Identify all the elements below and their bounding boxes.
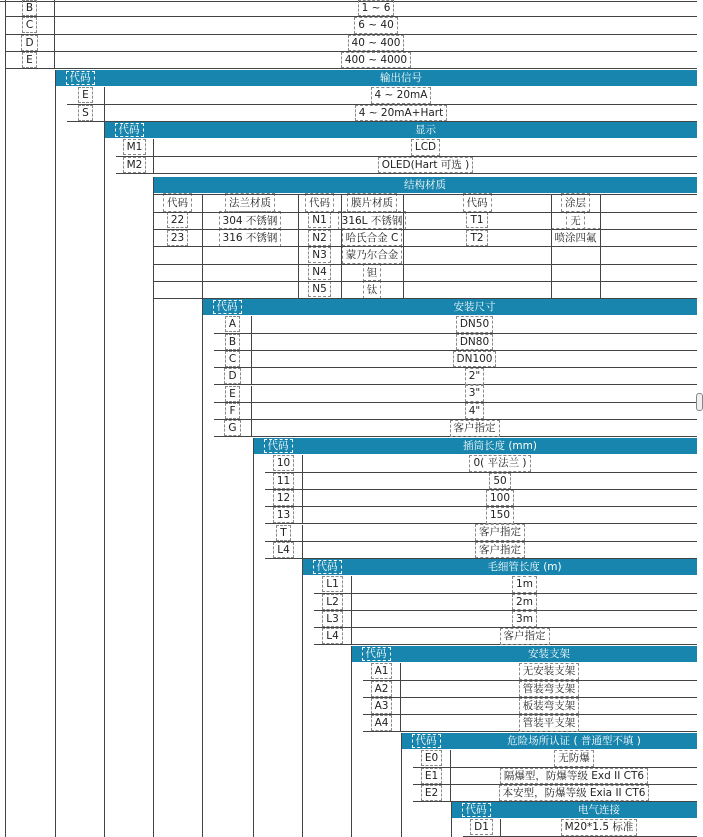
material-cell [341,194,403,211]
material-value: T2 [466,230,487,246]
material-cell [403,194,551,211]
code-value: E0 [421,750,442,766]
table-cell [501,819,697,836]
code-cell [67,87,105,104]
material-cell [341,212,403,229]
code-cell [413,768,451,785]
cell-value: 无安装支架 [519,663,580,680]
section-header [302,559,697,576]
material-value: 316L 不锈钢 [338,211,407,230]
code-value: A3 [371,698,393,714]
material-cell [551,246,600,263]
cell-value: 客户指定 [450,420,500,437]
code-value: A1 [371,663,393,679]
cell-value: 2" [465,368,485,385]
code-value: M2 [123,157,147,173]
material-cell [551,264,600,281]
section-title: 安装尺寸 [453,300,496,313]
section-title: 插筒长度 (mm) [463,439,537,452]
material-cell [403,246,551,263]
code-value: L4 [273,542,294,558]
material-value: 304 不锈钢 [219,211,282,230]
table-cell [352,576,697,593]
code-value: E [22,52,37,68]
code-cell [265,507,303,524]
cell-value: 本安型，防爆等级 Exia II CT6 [499,785,650,802]
cell-value: 6 ~ 40 [354,17,398,34]
section-header [55,70,697,87]
material-cell [153,194,202,211]
material-cell [202,264,298,281]
indent-rail [401,733,402,837]
material-value: 钽 [363,263,382,282]
code-value: C [225,351,240,367]
indent-rail [451,802,452,837]
code-header-label: 代码 [264,439,293,454]
code-header-label: 代码 [462,803,491,818]
code-cell [314,576,352,593]
material-cell [551,212,600,229]
material-value: T1 [466,212,487,228]
code-cell [463,819,501,836]
table-cell [252,386,697,403]
table-cell [105,87,697,104]
material-value: N3 [308,247,331,263]
table-cell [252,351,697,368]
code-value: D1 [470,819,493,835]
table-cell [451,785,697,802]
table-cell [252,420,697,437]
table-cell [252,368,697,385]
material-cell [202,246,298,263]
code-cell [116,139,154,156]
material-cell [403,229,551,246]
section-header [351,646,697,663]
code-value: A [225,316,240,332]
cell-value: 客户指定 [500,628,550,645]
code-value: 11 [273,473,294,489]
material-value: N5 [308,281,331,297]
indent-rail [55,70,56,837]
cell-value: DN80 [456,334,493,351]
cell-value: 1m [512,576,537,593]
grid-line [153,281,697,282]
table-cell [401,715,697,732]
indent-rail [302,559,303,837]
table-cell [451,768,697,785]
material-cell [403,264,551,281]
material-value: N4 [308,264,331,280]
code-header-label: 代码 [66,71,95,86]
material-cell [341,264,403,281]
scrollbar-handle[interactable] [696,393,703,411]
code-cell [265,542,303,559]
section-header [202,299,697,316]
indent-rail [202,299,203,837]
material-cell [298,264,341,281]
material-cell [298,194,341,211]
cell-value: 100 [486,490,514,507]
material-cell [403,212,551,229]
code-value: L1 [322,576,343,592]
material-value: 316 不锈钢 [219,228,282,247]
table-cell [352,628,697,645]
code-cell [314,611,352,628]
material-value: 膜片材质 [347,193,397,212]
cell-value: 客户指定 [475,524,525,541]
table-cell [105,105,697,122]
material-cell [202,194,298,211]
cell-value: 40 ~ 400 [348,35,405,52]
code-header [202,299,252,315]
structure-header [153,177,697,194]
material-cell [341,229,403,246]
cell-value: 2m [512,594,537,611]
section-title: 危险场所认证 ( 普通型不填 ) [507,734,641,747]
code-header-label: 代码 [213,300,242,315]
code-cell [214,368,252,385]
code-value: T [276,525,290,541]
table-cell [401,698,697,715]
material-value: N1 [308,212,331,228]
material-value: 无 [566,211,585,230]
material-cell [403,281,551,298]
table-cell [352,611,697,628]
cell-value: 150 [486,507,514,524]
cell-value: 管装弯支架 [519,681,580,698]
cell-value: DN50 [456,316,493,333]
indent-rail [104,122,105,837]
grid-line [153,246,697,247]
code-value: 12 [273,490,294,506]
section-title: 毛细管长度 (m) [487,560,562,573]
code-cell [5,17,55,34]
table-cell [154,157,697,174]
material-cell [202,229,298,246]
section-header [451,802,697,819]
code-value: E [225,386,240,402]
table-cell [401,663,697,680]
cell-value: DN100 [453,351,497,368]
table-cell [252,403,697,420]
material-cell [298,246,341,263]
material-value: 代码 [305,193,334,212]
code-cell [314,628,352,645]
section-title: 显示 [415,123,436,136]
material-value: N2 [308,230,331,246]
cell-value: 1 ~ 6 [358,0,395,16]
section-title: 电气连接 [578,803,620,816]
code-cell [265,455,303,472]
code-header [253,438,303,454]
code-value: A2 [371,681,393,697]
code-cell [214,420,252,437]
material-cell [341,246,403,263]
code-cell [265,490,303,507]
grid-line [153,212,697,213]
material-cell [202,212,298,229]
section-header [401,733,697,750]
table-cell [401,681,697,698]
code-value: L4 [322,628,343,644]
code-header-label: 代码 [362,647,391,662]
code-header [401,733,451,749]
code-cell [265,525,303,542]
left-rail [5,0,6,837]
code-cell [5,35,55,52]
code-cell [214,351,252,368]
code-value: 10 [273,455,294,471]
section-title: 安装支架 [528,647,570,660]
cell-value: 3m [512,611,537,628]
material-cell [551,194,600,211]
material-cell [298,212,341,229]
section-header [253,438,697,455]
code-cell [5,0,55,17]
code-value: L3 [322,611,343,627]
material-value: 涂层 [561,193,590,212]
code-header [104,122,154,138]
code-cell [363,698,401,715]
cell-value: 4 ~ 20mA+Hart [355,105,448,122]
code-cell [214,316,252,333]
code-cell [265,473,303,490]
material-cell [153,281,202,298]
code-cell [214,386,252,403]
material-value: 蒙乃尔合金 [342,245,403,264]
cell-value: OLED(Hart 可选 ) [378,157,473,174]
material-value: 23 [167,230,188,246]
grid-line [153,264,697,265]
table-cell [55,52,697,69]
code-header [351,646,401,662]
indent-rail [351,646,352,837]
code-value: G [224,420,240,436]
table-cell [303,542,697,559]
material-cell [341,281,403,298]
table-cell [303,473,697,490]
material-cell [153,246,202,263]
material-value: 22 [167,212,188,228]
code-value: A4 [371,715,393,731]
table-cell [154,139,697,156]
material-cell [551,281,600,298]
table-cell [303,490,697,507]
cell-value: 4" [465,403,485,420]
code-value: E1 [421,768,442,784]
table-cell [303,507,697,524]
cell-value: LCD [411,139,440,156]
indent-rail [153,177,154,837]
cell-value: 管装平支架 [519,715,580,732]
code-value: 13 [273,507,294,523]
material-value: 喷涂四氟 [551,228,601,247]
cell-value: 板装弯支架 [519,698,580,715]
code-value: C [22,17,37,33]
indent-rail [253,438,254,837]
code-value: E [78,87,93,103]
cell-value: 无防爆 [554,750,594,767]
cell-value: 隔爆型，防爆等级 Exd II CT6 [500,768,648,785]
grid-line [153,229,697,230]
code-cell [214,334,252,351]
material-value: 钛 [363,280,382,299]
cell-value: 4 ~ 20mA [371,87,432,104]
material-cell [298,281,341,298]
code-cell [413,750,451,767]
code-value: F [225,403,239,419]
code-cell [116,157,154,174]
material-cell [202,281,298,298]
cell-value: 客户指定 [475,542,525,559]
cell-value: 400 ~ 4000 [341,52,411,69]
material-value: 代码 [163,193,192,212]
table-cell [55,17,697,34]
code-header [451,802,501,818]
code-value: M1 [123,139,147,155]
material-value: 哈氏合金 C [342,228,403,247]
material-value: 代码 [463,193,492,212]
code-value: B [225,334,240,350]
code-header-label: 代码 [412,734,441,749]
code-cell [363,715,401,732]
table-cell [55,35,697,52]
section-header [104,122,697,139]
table-cell [352,594,697,611]
cell-value: 0( 平法兰 ) [469,455,530,472]
table-cell [303,525,697,542]
material-cell [153,264,202,281]
table-cell [451,750,697,767]
code-value: E2 [421,785,442,801]
section-title: 输出信号 [380,71,422,84]
code-header [55,70,105,86]
structure-title: 结构材质 [404,178,446,191]
code-value: S [78,105,93,121]
table-cell [303,455,697,472]
table-cell [55,0,697,17]
code-cell [67,105,105,122]
code-value: D [224,368,240,384]
cell-value: 3" [465,385,485,402]
code-cell [363,681,401,698]
code-header [302,559,352,575]
table-cell [252,334,697,351]
code-value: B [22,0,37,16]
code-value: D [21,35,37,51]
material-cell [153,212,202,229]
code-header-label: 代码 [115,123,144,138]
material-cell [153,229,202,246]
cell-value: M20*1.5 标准 [561,819,638,836]
code-cell [363,663,401,680]
code-value: L2 [322,594,343,610]
code-cell [314,594,352,611]
grid-line [153,194,697,195]
material-value: 法兰材质 [225,193,275,212]
material-cell [551,229,600,246]
table-cell [252,316,697,333]
code-cell [5,52,55,69]
cell-value: 50 [489,473,510,490]
code-cell [413,785,451,802]
code-cell [214,403,252,420]
material-cell [298,229,341,246]
code-header-label: 代码 [313,560,342,575]
